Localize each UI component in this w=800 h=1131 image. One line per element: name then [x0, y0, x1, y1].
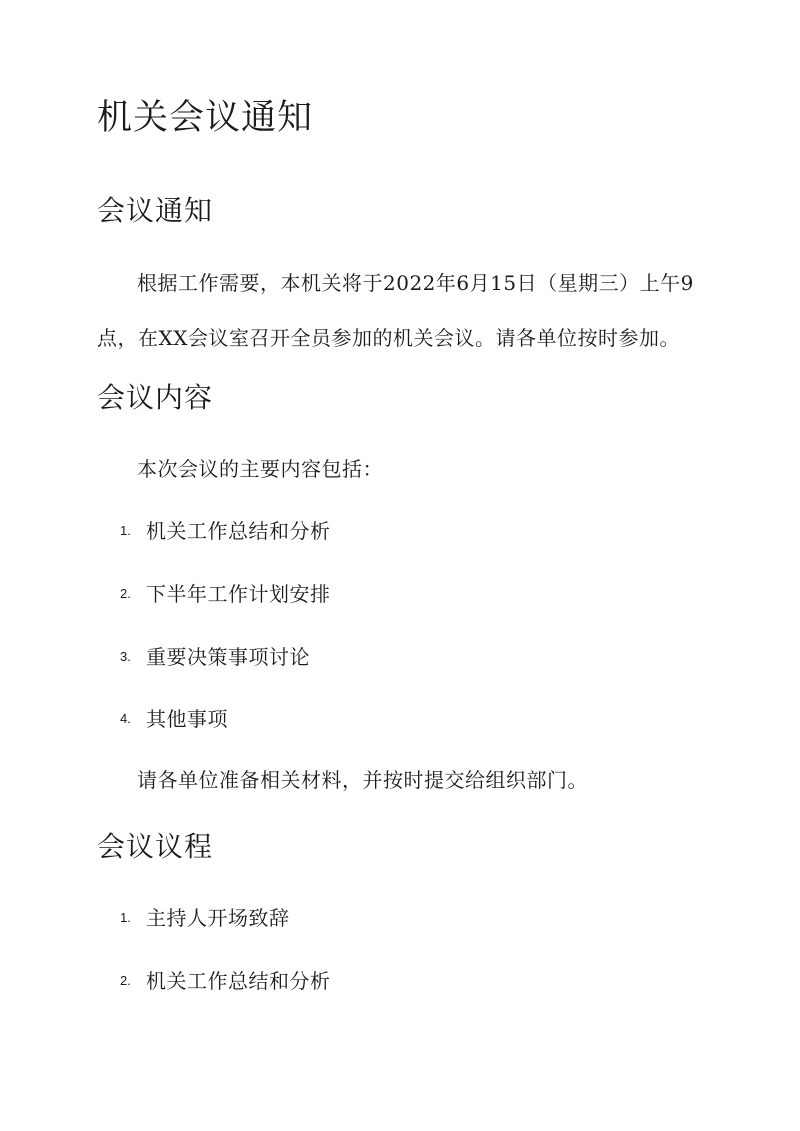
- agenda-list-item: [120, 904, 290, 932]
- content-closing: 请各单位准备相关材料，并按时提交给组织部门。: [137, 768, 588, 792]
- list-item-text: 下半年工作计划安排: [146, 582, 331, 606]
- list-item-text: 主持人开场致辞: [146, 906, 290, 930]
- content-list-item: [120, 517, 331, 545]
- notice-paragraph-text: 根据工作需要，本机关将于2022年6月15日（星期三）上午9点，在XX会议室召开全员参加的机关会议。请各单位按时参加。: [97, 271, 694, 350]
- document-title: 机关会议通知: [97, 98, 314, 138]
- section-heading-notice: 会议通知: [97, 194, 214, 227]
- list-item-text: 机关工作总结和分析: [146, 969, 331, 993]
- list-item-text: 重要决策事项讨论: [146, 645, 310, 669]
- list-number: 3.: [120, 649, 131, 664]
- content-intro: 本次会议的主要内容包括：: [137, 457, 383, 481]
- list-number: 2.: [120, 973, 131, 988]
- agenda-list-item: [120, 967, 331, 995]
- notice-paragraph: [97, 256, 697, 366]
- list-item-text: 机关工作总结和分析: [146, 519, 331, 543]
- content-list-item: [120, 643, 310, 671]
- list-number: 4.: [120, 711, 131, 726]
- list-number: 2.: [120, 586, 131, 601]
- list-item-text: 其他事项: [146, 707, 228, 731]
- content-list-item: [120, 580, 331, 608]
- section-heading-content: 会议内容: [97, 381, 214, 414]
- list-number: 1.: [120, 910, 131, 925]
- section-heading-agenda: 会议议程: [97, 830, 214, 863]
- list-number: 1.: [120, 523, 131, 538]
- content-list-item: [120, 705, 228, 733]
